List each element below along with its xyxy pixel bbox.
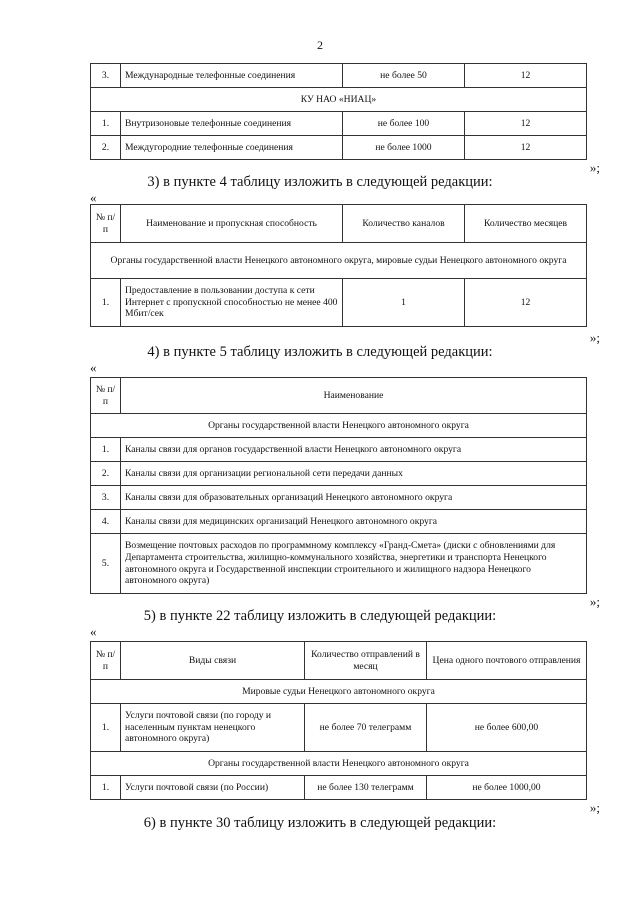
group-label: Органы государственной власти Ненецкого автономного округа: [91, 752, 587, 776]
table-row: [91, 486, 587, 510]
row-channels: 1: [343, 279, 465, 327]
row-count: не более 130 телеграмм: [305, 776, 427, 800]
row-limit: не более 100: [343, 112, 465, 136]
table-row: [91, 510, 587, 534]
row-name: Услуги почтовой связи (по России): [121, 776, 305, 800]
row-name: Междугородние телефонные соединения: [121, 136, 343, 160]
group-row: [91, 752, 587, 776]
row-name: Возмещение почтовых расходов по программному комплексу «Гранд-Смета» (диски с обновлениями для Департамента строительства, жилищно-коммунального хозяйства, энергетики и транспорта Ненецкого автономного округа и Государственной инспекции строительного и жилищного надзора Ненецкого автономного округа): [121, 534, 587, 594]
row-name: Предоставление в пользовании доступа к сети Интернет с пропускной способностью не менее 400 Мбит/сек: [121, 279, 343, 327]
row-limit: не более 1000: [343, 136, 465, 160]
closing-mark: »;: [589, 160, 600, 175]
table-row: [91, 438, 587, 462]
row-price: не более 600,00: [427, 704, 587, 752]
header-name: Наименование: [121, 378, 587, 414]
table-row: [91, 462, 587, 486]
opening-quote: «: [90, 624, 97, 639]
header-price: Цена одного почтового отправления: [427, 642, 587, 680]
closing-mark: »;: [589, 800, 600, 815]
section-5-heading: 5) в пункте 22 таблицу изложить в следующей редакции:: [143, 608, 497, 624]
section-3-heading: 3) в пункте 4 таблицу изложить в следующей редакции:: [147, 174, 493, 190]
group-row: [91, 243, 587, 279]
table-row: [91, 776, 587, 800]
table-internet-access: [90, 204, 587, 327]
row-name: Каналы связи для организации региональной сети передачи данных: [121, 462, 587, 486]
row-limit: не более 50: [343, 64, 465, 88]
group-row: [91, 88, 587, 112]
table-header-row: [91, 205, 587, 243]
row-number: 1.: [91, 704, 121, 752]
table-telephone-connections: [90, 63, 587, 160]
row-number: 1.: [91, 438, 121, 462]
table-communication-channels: [90, 377, 587, 594]
table-row: [91, 136, 587, 160]
row-number: 4.: [91, 510, 121, 534]
opening-quote: «: [90, 360, 97, 375]
row-number: 3.: [91, 64, 121, 88]
header-number: № п/п: [91, 378, 121, 414]
header-name: Наименование и пропускная способность: [121, 205, 343, 243]
section-6-heading: 6) в пункте 30 таблицу изложить в следующей редакции:: [143, 815, 497, 831]
group-label: Органы государственной власти Ненецкого автономного округа: [91, 414, 587, 438]
header-months: Количество месяцев: [465, 205, 587, 243]
row-months: 12: [465, 64, 587, 88]
row-name: Каналы связи для органов государственной власти Ненецкого автономного округа: [121, 438, 587, 462]
row-months: 12: [465, 112, 587, 136]
header-number: № п/п: [91, 205, 121, 243]
row-count: не более 70 телеграмм: [305, 704, 427, 752]
row-name: Каналы связи для образовательных организаций Ненецкого автономного округа: [121, 486, 587, 510]
row-name: Услуги почтовой связи (по городу и населенным пунктам ненецкого автономного округа): [121, 704, 305, 752]
closing-mark: »;: [589, 330, 600, 345]
group-label: КУ НАО «НИАЦ»: [91, 88, 587, 112]
row-months: 12: [465, 279, 587, 327]
row-number: 2.: [91, 462, 121, 486]
table-header-row: [91, 642, 587, 680]
table-header-row: [91, 378, 587, 414]
row-number: 1.: [91, 112, 121, 136]
row-name: Каналы связи для медицинских организаций Ненецкого автономного округа: [121, 510, 587, 534]
row-months: 12: [465, 136, 587, 160]
closing-mark: »;: [589, 594, 600, 609]
row-number: 1.: [91, 776, 121, 800]
table-row: [91, 279, 587, 327]
header-channels: Количество каналов: [343, 205, 465, 243]
table-row: [91, 704, 587, 752]
opening-quote: «: [90, 190, 97, 205]
header-service: Виды связи: [121, 642, 305, 680]
table-row: [91, 112, 587, 136]
row-name: Международные телефонные соединения: [121, 64, 343, 88]
row-number: 3.: [91, 486, 121, 510]
header-number: № п/п: [91, 642, 121, 680]
table-row: [91, 534, 587, 594]
group-label: Органы государственной власти Ненецкого автономного округа, мировые судьи Ненецкого автономного округа: [91, 243, 587, 279]
group-label: Мировые судьи Ненецкого автономного округа: [91, 680, 587, 704]
row-price: не более 1000,00: [427, 776, 587, 800]
header-count: Количество отправлений в месяц: [305, 642, 427, 680]
row-number: 5.: [91, 534, 121, 594]
row-number: 1.: [91, 279, 121, 327]
group-row: [91, 414, 587, 438]
row-number: 2.: [91, 136, 121, 160]
section-4-heading: 4) в пункте 5 таблицу изложить в следующей редакции:: [147, 344, 493, 360]
row-name: Внутризоновые телефонные соединения: [121, 112, 343, 136]
group-row: [91, 680, 587, 704]
table-postal-services: [90, 641, 587, 800]
page-number: 2: [317, 38, 323, 52]
table-row: [91, 64, 587, 88]
